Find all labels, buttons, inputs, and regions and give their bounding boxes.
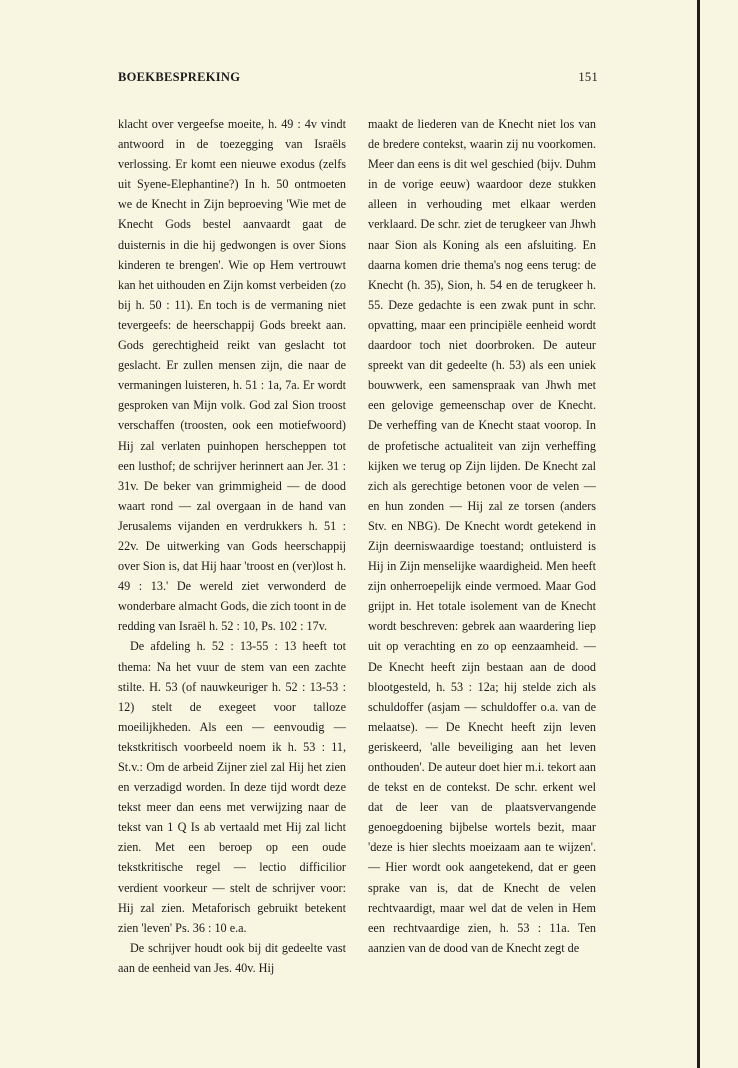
scan-edge-line [697, 0, 700, 1068]
page-number: 151 [578, 70, 598, 84]
paragraph: klacht over vergeefse moeite, h. 49 : 4v vindt antwoord in de toezegging van Israëls verlossing. Er komt een nieuwe exodus (zelfs uit Syene-Elephantine?) In h. 50 ontmoeten we de Knecht in Zijn beproeving 'Wie met de Knecht Gods bestel aanvaardt gaat de duisternis in die hij gedwongen is over Sions kinderen te brengen'. Wie op Hem vertrouwt kan het uithouden en Zijn komst verbeiden (zo bij h. 50 : 11). En toch is de vermaning niet tevergeefs: de heerschappij Gods breekt aan. Gods gerechtigheid reikt van geslacht tot geslacht. Er zullen mensen zijn, die naar de vermaningen luisteren, h. 51 : 1a, 7a. Er wordt gesproken van Mijn volk. God zal Sion troost verschaffen (troosten, ook een motiefwoord) Hij zal verlaten puinhopen herscheppen tot een lusthof; de schrijver herinnert aan Jer. 31 : 31v. De beker van grimmigheid — de dood waart rond — zal overgaan in de hand van Jerusalems vijanden en verdrukkers h. 51 : 22v. De uitwerking van Gods heerschappij over Sion is, dat Hij haar 'troost en (ver)lost h. 49 : 13.' De wereld ziet verwonderd de wonderbare almacht Gods, die zich toont in de redding van Israël h. 52 : 10, Ps. 102 : 17v. [118, 117, 346, 634]
left-column [118, 114, 346, 978]
paragraph: maakt de liederen van de Knecht niet los van de bredere contekst, waarin zij nu voorkomen. Meer dan eens is dit wel geschied (bijv. Duhm in de vorige eeuw) waardoor deze stukken alleen in verhouding met elkaar werden verklaard. De schr. ziet de terugkeer van Jhwh naar Sion als Koning als een afsluiting. En daarna komen drie thema's nog eens terug: de Knecht (h. 35), Sion, h. 54 en de terugkeer h. 55. Deze gedachte is een zwak punt in schr. opvatting, maar een principiële eenheid wordt daardoor toch niet doorbroken. De auteur spreekt van dit gedeelte (h. 53) als een uniek bouwwerk, een samenspraak van Jhwh met een gelovige gemeenschap over de Knecht. De verheffing van de Knecht staat voorop. In de profetische actualiteit van zijn verheffing kijken we terug op Zijn lijden. De Knecht zal zich als gerechtige betonen voor de velen — en hun zonden — Hij zal ze torsen (anders Stv. en NBG). De Knecht wordt getekend in Zijn deerniswaardige toestand; ontluisterd is Hij in Zijn menselijke waardigheid. Men heeft zijn onherroepelijk einde vermoed. Maar God grijpt in. Het totale isolement van de Knecht wordt beschreven: gebrek aan waardering liep uit op verachting en zo op eenzaamheid. — De Knecht heeft zijn bestaan aan de dood blootgesteld, h. 53 : 12a; hij stelde zich als schuldoffer (asjam — schuldoffer o.a. van de melaatse). — De Knecht heeft zijn leven geriskeerd, 'alle beveiliging aan het leven onthouden'. De auteur doet hier m.i. tekort aan de tekst en de contekst. De schr. erkent wel dat de leer van de plaatsvervangende genoegdoening bijbelse wortels bezit, maar 'deze is hier slechts moeizaam aan te wijzen'. — Hier wordt ook aangetekend, dat er geen sprake van is, dat de Knecht de velen rechtvaardigt, maar wel dat de velen in Hem een rechtvaardige zien, h. 53 : 11a. Ten aanzien van de dood van de Knecht zegt de [368, 117, 596, 955]
paragraph: De schrijver houdt ook bij dit gedeelte vast aan de eenheid van Jes. 40v. Hij [118, 940, 346, 975]
paragraph: De afdeling h. 52 : 13-55 : 13 heeft tot thema: Na het vuur de stem van een zachte stilte. H. 53 (of nauwkeuriger h. 52 : 13-53 : 12) stelt de exegeet voor talloze moeilijkheden. Als een — eenvoudig — tekstkritisch voorbeeld noem ik h. 53 : 11, St.v.: Om de arbeid Zijner ziel zal Hij het zien en verzadigd worden. In deze tijd wordt deze tekst meer dan eens met verwijzing naar de tekst van 1 Q Is ab vertaald met Hij zal licht zien. Met een beroep op een oude tekstkritische regel — lectio difficilior verdient voorkeur — stelt de schrijver voor: Hij zal zien. Metaforisch gebruikt betekent zien 'leven' Ps. 36 : 10 e.a. [118, 639, 346, 935]
running-title: BOEKBESPREKING [118, 70, 241, 84]
right-column [368, 114, 596, 958]
